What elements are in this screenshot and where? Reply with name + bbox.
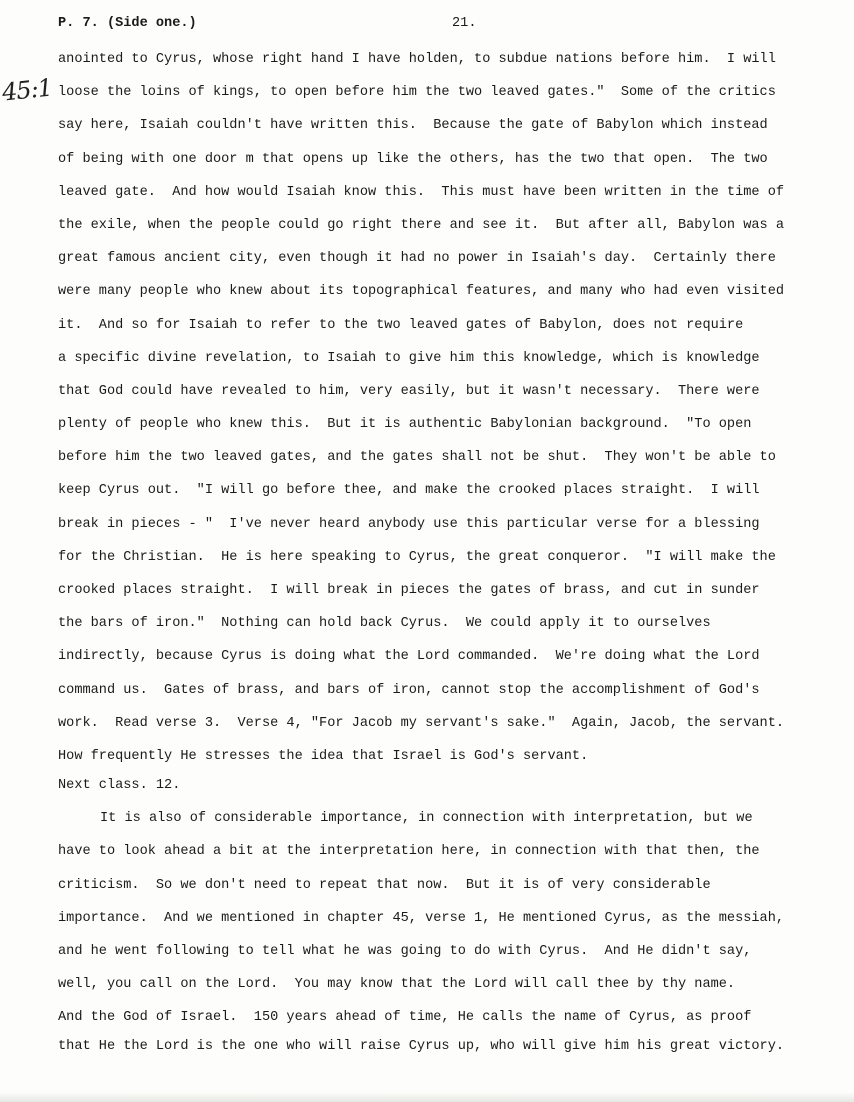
text-line: well, you call on the Lord. You may know that the Lord will call thee by thy name.: [58, 977, 736, 993]
text-line: great famous ancient city, even though it had no power in Isaiah's day. Certainly there: [58, 251, 776, 267]
text-line: And the God of Israel. 150 years ahead of time, He calls the name of Cyrus, as proof: [58, 1010, 752, 1026]
handwritten-margin-note: 45:1: [0, 73, 54, 107]
text-line: How frequently He stresses the idea that Israel is God's servant.: [58, 748, 589, 764]
text-line: plenty of people who knew this. But it is authentic Babylonian background. "To open: [58, 417, 752, 433]
text-line: of being with one door m that opens up like the others, has the two that open. The two: [58, 151, 768, 167]
text-line: work. Read verse 3. Verse 4, "For Jacob my servant's sake." Again, Jacob, the servant.: [58, 715, 785, 731]
paragraph-start-line: It is also of considerable importance, in connection with interpretation, but we: [100, 811, 753, 827]
text-line: crooked places straight. I will break in pieces the gates of brass, and cut in sunder: [58, 583, 760, 598]
text-line: command us. Gates of brass, and bars of iron, cannot stop the accomplishment of God's: [58, 682, 760, 698]
text-line: and he went following to tell what he was going to do with Cyrus. And He didn't say,: [58, 943, 752, 959]
body-text: [58, 50, 818, 1070]
text-line: it. And so for Isaiah to refer to the two leaved gates of Babylon, does not require: [58, 317, 744, 333]
text-line: loose the loins of kings, to open before him the two leaved gates." Some of the critics: [58, 85, 776, 101]
text-line: have to look ahead a bit at the interpretation here, in connection with that then, the: [58, 844, 760, 860]
text-line: say here, Isaiah couldn't have written this. Because the gate of Babylon which instead: [58, 118, 768, 134]
text-line: break in pieces - " I've never heard anybody use this particular verse for a blessing: [58, 516, 760, 532]
text-line: were many people who knew about its topographical features, and many who had even visited: [58, 284, 785, 300]
text-line: leaved gate. And how would Isaiah know this. This must have been written in the time of: [58, 184, 785, 200]
page-header: [58, 16, 814, 38]
text-line: for the Christian. He is here speaking to Cyrus, the great conqueror. "I will make the: [58, 549, 776, 565]
text-line: before him the two leaved gates, and the gates shall not be shut. They won't be able to: [58, 450, 776, 466]
text-line: the exile, when the people could go right there and see it. But after all, Babylon was a: [58, 217, 785, 233]
text-line: a specific divine revelation, to Isaiah to give him this knowledge, which is knowledge: [58, 350, 760, 366]
page-number: 21.: [452, 16, 477, 31]
text-line: that God could have revealed to him, very easily, but it wasn't necessary. There were: [58, 383, 760, 399]
side-label: P. 7. (Side one.): [58, 16, 197, 31]
text-line: the bars of iron." Nothing can hold back Cyrus. We could apply it to ourselves: [58, 616, 711, 632]
text-line: keep Cyrus out. "I will go before thee, and make the crooked places straight. I will: [58, 483, 760, 499]
text-line: criticism. So we don't need to repeat that now. But it is of very considerable: [58, 877, 711, 893]
next-class-line: Next class. 12.: [58, 777, 181, 793]
page-bottom-edge: [0, 1092, 854, 1102]
text-line: that He the Lord is the one who will raise Cyrus up, who will give him his great victory.: [58, 1039, 785, 1055]
text-line: anointed to Cyrus, whose right hand I have holden, to subdue nations before him. I will: [58, 52, 776, 67]
text-line: importance. And we mentioned in chapter 45, verse 1, He mentioned Cyrus, as the messiah,: [58, 910, 785, 926]
text-line: indirectly, because Cyrus is doing what the Lord commanded. We're doing what the Lord: [58, 649, 760, 665]
